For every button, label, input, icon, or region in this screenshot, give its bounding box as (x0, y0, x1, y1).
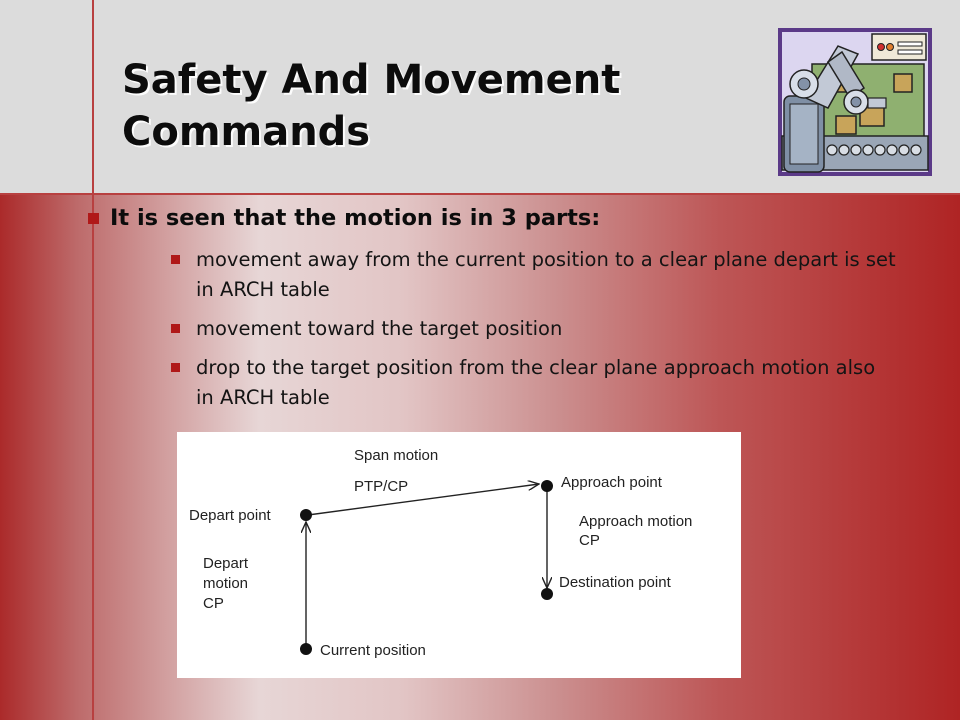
bullet-marker (171, 363, 180, 372)
bullet-marker (88, 213, 99, 224)
arch-motion-diagram (177, 432, 741, 678)
main-bullet-text: It is seen that the motion is in 3 parts: (110, 205, 601, 231)
sub-bullet-text: drop to the target position from the clear plane approach motion also in ARCH table (196, 356, 876, 409)
bullet-marker (171, 255, 180, 264)
sub-bullet-text: movement away from the current position to a clear plane depart is set in ARCH table (196, 248, 896, 301)
depart-point-label: Depart point (189, 507, 271, 524)
bullet-marker (171, 324, 180, 333)
horizontal-divider (0, 193, 960, 195)
slide-title: Safety And Movement Commands (122, 57, 621, 155)
depart-motion-label-line1: Depart (203, 555, 249, 572)
approach-motion-label: Approach motion (579, 513, 693, 530)
destination-point-dot (541, 588, 553, 600)
approach-point-dot (541, 480, 553, 492)
depart-point-dot (300, 509, 312, 521)
depart-motion-label-line2: motion (203, 575, 249, 592)
span-motion-arrow (308, 484, 539, 515)
span-motion-label: Span motion (354, 447, 439, 464)
ptp-cp-label: PTP/CP (354, 478, 409, 495)
sub-bullet-text: movement toward the target position (196, 317, 563, 340)
approach-motion-type-label: CP (579, 532, 600, 549)
destination-point-label: Destination point (559, 574, 671, 591)
approach-point-label: Approach point (561, 474, 662, 491)
industrial-robot-arm-icon (776, 26, 934, 178)
vertical-divider (92, 0, 94, 720)
current-position-dot (300, 643, 312, 655)
current-position-label: Current position (320, 642, 426, 659)
depart-motion-type-label: CP (203, 595, 224, 612)
